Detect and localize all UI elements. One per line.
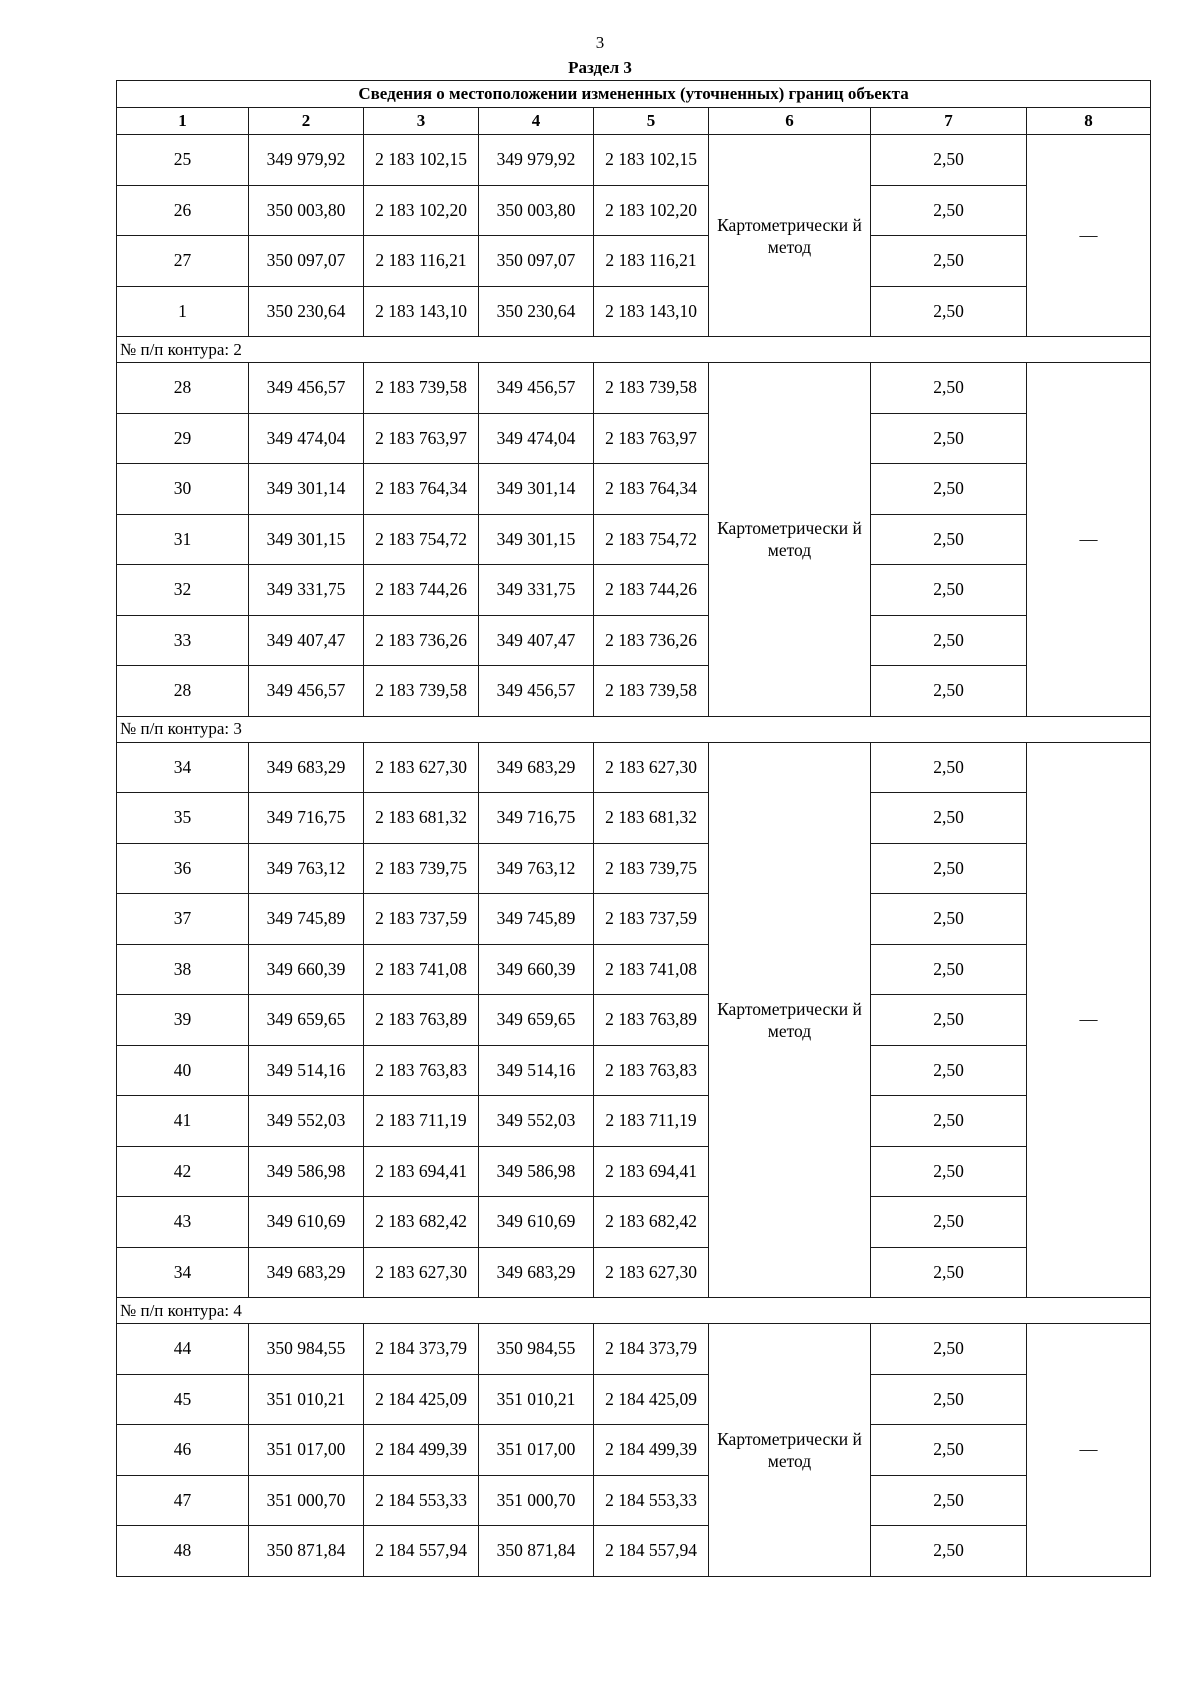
y-new-cell: 2 183 736,26 [594,615,709,666]
point-number-cell: 34 [117,1247,249,1298]
table-row [117,1526,1151,1577]
point-number-cell: 28 [117,363,249,414]
x-old-cell: 349 514,16 [249,1045,364,1096]
table-row [117,1146,1151,1197]
column-number-6: 6 [709,108,871,135]
x-old-cell: 350 984,55 [249,1324,364,1375]
y-old-cell: 2 183 739,58 [364,666,479,717]
x-new-cell: 349 979,92 [479,135,594,186]
y-old-cell: 2 183 754,72 [364,514,479,565]
point-number-cell: 44 [117,1324,249,1375]
point-number-cell: 40 [117,1045,249,1096]
accuracy-cell: 2,50 [871,793,1027,844]
table-row [117,742,1151,793]
y-new-cell: 2 183 764,34 [594,464,709,515]
point-number-cell: 33 [117,615,249,666]
y-new-cell: 2 183 763,97 [594,413,709,464]
accuracy-cell: 2,50 [871,843,1027,894]
y-new-cell: 2 183 102,20 [594,185,709,236]
x-old-cell: 349 659,65 [249,995,364,1046]
table-body [117,135,1151,1577]
accuracy-cell: 2,50 [871,1096,1027,1147]
x-old-cell: 349 586,98 [249,1146,364,1197]
point-number-cell: 26 [117,185,249,236]
point-number-cell: 28 [117,666,249,717]
contour-header-row [117,716,1151,742]
accuracy-cell: 2,50 [871,464,1027,515]
table-row [117,1425,1151,1476]
point-number-cell: 35 [117,793,249,844]
column-number-5: 5 [594,108,709,135]
contour-header-row [117,1298,1151,1324]
column-number-2: 2 [249,108,364,135]
accuracy-cell: 2,50 [871,995,1027,1046]
table-title: Сведения о местоположении измененных (уточненных) границ объекта [117,81,1151,108]
y-new-cell: 2 184 499,39 [594,1425,709,1476]
y-new-cell: 2 183 116,21 [594,236,709,287]
x-new-cell: 350 871,84 [479,1526,594,1577]
x-old-cell: 349 716,75 [249,793,364,844]
x-old-cell: 351 017,00 [249,1425,364,1476]
point-number-cell: 1 [117,286,249,337]
column-number-8: 8 [1027,108,1151,135]
accuracy-cell: 2,50 [871,1324,1027,1375]
table-row [117,464,1151,515]
y-old-cell: 2 183 102,20 [364,185,479,236]
point-number-cell: 43 [117,1197,249,1248]
y-old-cell: 2 184 499,39 [364,1425,479,1476]
y-old-cell: 2 184 553,33 [364,1475,479,1526]
accuracy-cell: 2,50 [871,286,1027,337]
x-old-cell: 350 871,84 [249,1526,364,1577]
table-row [117,363,1151,414]
x-old-cell: 349 660,39 [249,944,364,995]
contour-label: № п/п контура: 2 [117,337,1151,363]
y-old-cell: 2 184 557,94 [364,1526,479,1577]
accuracy-cell: 2,50 [871,413,1027,464]
table-row [117,995,1151,1046]
x-new-cell: 349 683,29 [479,742,594,793]
y-new-cell: 2 183 763,83 [594,1045,709,1096]
x-old-cell: 351 000,70 [249,1475,364,1526]
x-new-cell: 350 984,55 [479,1324,594,1375]
contour-header-row [117,337,1151,363]
y-old-cell: 2 183 763,83 [364,1045,479,1096]
y-new-cell: 2 183 711,19 [594,1096,709,1147]
table-row [117,135,1151,186]
x-new-cell: 351 000,70 [479,1475,594,1526]
point-number-cell: 31 [117,514,249,565]
accuracy-cell: 2,50 [871,1374,1027,1425]
x-old-cell: 349 456,57 [249,363,364,414]
y-new-cell: 2 183 681,32 [594,793,709,844]
x-old-cell: 349 407,47 [249,615,364,666]
table-row [117,286,1151,337]
accuracy-cell: 2,50 [871,1425,1027,1476]
x-old-cell: 349 456,57 [249,666,364,717]
point-number-cell: 34 [117,742,249,793]
point-number-cell: 45 [117,1374,249,1425]
accuracy-cell: 2,50 [871,363,1027,414]
y-new-cell: 2 183 739,58 [594,363,709,414]
x-old-cell: 349 331,75 [249,565,364,616]
point-number-cell: 27 [117,236,249,287]
point-number-cell: 25 [117,135,249,186]
y-new-cell: 2 183 627,30 [594,742,709,793]
accuracy-cell: 2,50 [871,944,1027,995]
y-old-cell: 2 183 694,41 [364,1146,479,1197]
column-number-3: 3 [364,108,479,135]
y-old-cell: 2 183 627,30 [364,1247,479,1298]
x-old-cell: 349 474,04 [249,413,364,464]
y-old-cell: 2 183 736,26 [364,615,479,666]
x-old-cell: 349 683,29 [249,742,364,793]
method-cell: Картометрически й метод [709,135,871,337]
coordinates-table [116,80,1151,1577]
y-new-cell: 2 183 694,41 [594,1146,709,1197]
y-new-cell: 2 183 763,89 [594,995,709,1046]
point-number-cell: 36 [117,843,249,894]
accuracy-cell: 2,50 [871,1526,1027,1577]
y-old-cell: 2 183 143,10 [364,286,479,337]
accuracy-cell: 2,50 [871,1475,1027,1526]
y-old-cell: 2 183 744,26 [364,565,479,616]
table-row [117,1324,1151,1375]
accuracy-cell: 2,50 [871,1247,1027,1298]
table-row [117,894,1151,945]
x-old-cell: 349 301,15 [249,514,364,565]
y-old-cell: 2 183 739,75 [364,843,479,894]
table-row [117,793,1151,844]
accuracy-cell: 2,50 [871,514,1027,565]
table-row [117,1197,1151,1248]
x-new-cell: 349 331,75 [479,565,594,616]
y-old-cell: 2 184 425,09 [364,1374,479,1425]
section-title: Раздел 3 [568,58,632,77]
x-new-cell: 351 010,21 [479,1374,594,1425]
y-new-cell: 2 183 143,10 [594,286,709,337]
x-new-cell: 349 407,47 [479,615,594,666]
y-old-cell: 2 183 711,19 [364,1096,479,1147]
point-number-cell: 42 [117,1146,249,1197]
table-row [117,1096,1151,1147]
y-new-cell: 2 183 744,26 [594,565,709,616]
accuracy-cell: 2,50 [871,615,1027,666]
accuracy-cell: 2,50 [871,1197,1027,1248]
x-new-cell: 349 683,29 [479,1247,594,1298]
accuracy-cell: 2,50 [871,135,1027,186]
y-old-cell: 2 183 627,30 [364,742,479,793]
x-old-cell: 351 010,21 [249,1374,364,1425]
y-old-cell: 2 183 681,32 [364,793,479,844]
page-number: 3 [595,33,605,52]
accuracy-cell: 2,50 [871,742,1027,793]
x-new-cell: 349 660,39 [479,944,594,995]
x-new-cell: 351 017,00 [479,1425,594,1476]
point-number-cell: 39 [117,995,249,1046]
contour-label: № п/п контура: 4 [117,1298,1151,1324]
method-cell: Картометрически й метод [709,742,871,1298]
x-new-cell: 349 552,03 [479,1096,594,1147]
y-old-cell: 2 183 764,34 [364,464,479,515]
y-new-cell: 2 183 739,75 [594,843,709,894]
x-old-cell: 349 552,03 [249,1096,364,1147]
y-new-cell: 2 184 553,33 [594,1475,709,1526]
accuracy-cell: 2,50 [871,1045,1027,1096]
method-cell: Картометрически й метод [709,1324,871,1577]
x-old-cell: 349 745,89 [249,894,364,945]
point-number-cell: 47 [117,1475,249,1526]
description-dash-cell: — [1027,363,1151,717]
y-old-cell: 2 183 741,08 [364,944,479,995]
x-old-cell: 349 610,69 [249,1197,364,1248]
point-number-cell: 48 [117,1526,249,1577]
y-new-cell: 2 183 102,15 [594,135,709,186]
y-old-cell: 2 183 116,21 [364,236,479,287]
point-number-cell: 37 [117,894,249,945]
accuracy-cell: 2,50 [871,894,1027,945]
y-new-cell: 2 184 425,09 [594,1374,709,1425]
x-new-cell: 350 230,64 [479,286,594,337]
y-new-cell: 2 183 741,08 [594,944,709,995]
x-old-cell: 350 003,80 [249,185,364,236]
description-dash-cell: — [1027,1324,1151,1577]
table-row [117,666,1151,717]
x-old-cell: 349 683,29 [249,1247,364,1298]
y-new-cell: 2 183 627,30 [594,1247,709,1298]
description-dash-cell: — [1027,135,1151,337]
x-new-cell: 349 610,69 [479,1197,594,1248]
description-dash-cell: — [1027,742,1151,1298]
y-new-cell: 2 183 754,72 [594,514,709,565]
table-row [117,615,1151,666]
table-row [117,1045,1151,1096]
accuracy-cell: 2,50 [871,185,1027,236]
y-old-cell: 2 183 682,42 [364,1197,479,1248]
accuracy-cell: 2,50 [871,236,1027,287]
y-old-cell: 2 183 102,15 [364,135,479,186]
x-new-cell: 349 716,75 [479,793,594,844]
y-old-cell: 2 183 737,59 [364,894,479,945]
x-new-cell: 350 097,07 [479,236,594,287]
table-row [117,514,1151,565]
x-old-cell: 349 301,14 [249,464,364,515]
x-new-cell: 349 301,14 [479,464,594,515]
table-row [117,236,1151,287]
table-row [117,1247,1151,1298]
point-number-cell: 38 [117,944,249,995]
y-new-cell: 2 183 682,42 [594,1197,709,1248]
point-number-cell: 30 [117,464,249,515]
table-row [117,1475,1151,1526]
y-new-cell: 2 184 557,94 [594,1526,709,1577]
method-cell: Картометрически й метод [709,363,871,717]
x-new-cell: 349 586,98 [479,1146,594,1197]
x-new-cell: 349 474,04 [479,413,594,464]
x-old-cell: 350 097,07 [249,236,364,287]
y-old-cell: 2 183 763,89 [364,995,479,1046]
point-number-cell: 29 [117,413,249,464]
x-new-cell: 349 763,12 [479,843,594,894]
y-old-cell: 2 184 373,79 [364,1324,479,1375]
column-number-7: 7 [871,108,1027,135]
y-new-cell: 2 184 373,79 [594,1324,709,1375]
x-new-cell: 349 456,57 [479,363,594,414]
point-number-cell: 46 [117,1425,249,1476]
table-row [117,1374,1151,1425]
x-new-cell: 349 301,15 [479,514,594,565]
column-number-4: 4 [479,108,594,135]
y-new-cell: 2 183 739,58 [594,666,709,717]
table-row [117,565,1151,616]
x-old-cell: 349 979,92 [249,135,364,186]
x-new-cell: 349 659,65 [479,995,594,1046]
column-number-row [117,108,1151,135]
x-old-cell: 349 763,12 [249,843,364,894]
table-row [117,843,1151,894]
x-new-cell: 349 514,16 [479,1045,594,1096]
y-old-cell: 2 183 763,97 [364,413,479,464]
x-new-cell: 349 745,89 [479,894,594,945]
point-number-cell: 32 [117,565,249,616]
accuracy-cell: 2,50 [871,1146,1027,1197]
table-row [117,185,1151,236]
point-number-cell: 41 [117,1096,249,1147]
x-old-cell: 350 230,64 [249,286,364,337]
accuracy-cell: 2,50 [871,565,1027,616]
column-number-1: 1 [117,108,249,135]
x-new-cell: 350 003,80 [479,185,594,236]
x-new-cell: 349 456,57 [479,666,594,717]
table-row [117,413,1151,464]
y-new-cell: 2 183 737,59 [594,894,709,945]
contour-label: № п/п контура: 3 [117,716,1151,742]
accuracy-cell: 2,50 [871,666,1027,717]
y-old-cell: 2 183 739,58 [364,363,479,414]
table-row [117,944,1151,995]
